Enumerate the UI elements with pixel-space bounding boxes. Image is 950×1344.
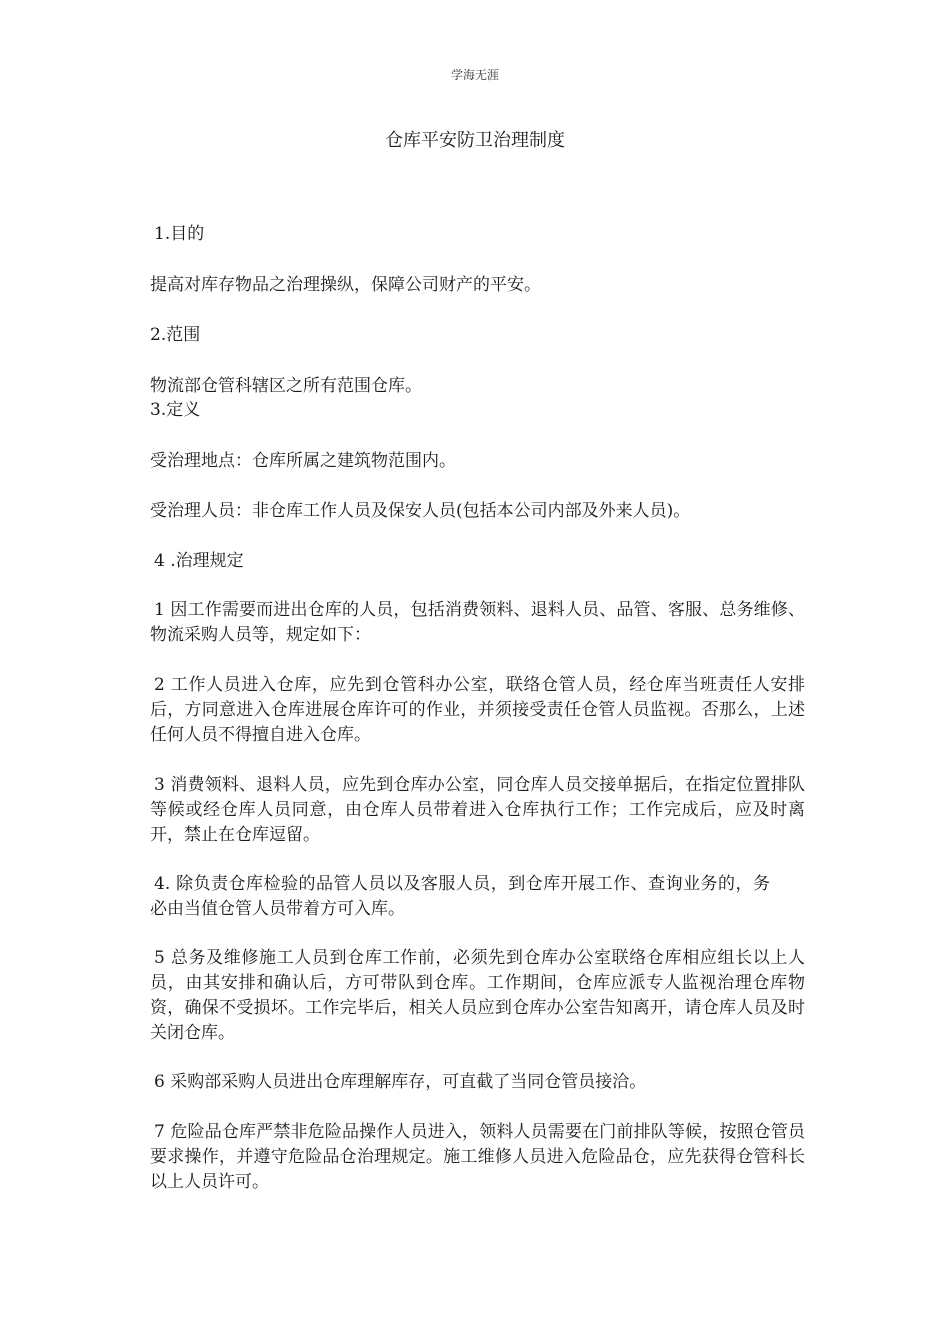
paragraph-definition-place: 受治理地点：仓库所属之建筑物范围内。 bbox=[150, 451, 456, 471]
rule-item-2: 2 工作人员进入仓库，应先到仓管科办公室，联络仓管人员，经仓库当班责任人安排后，方同意进入仓库进展仓库许可的作业，并须接受责任仓管人员监视。否那么，上述任何人员不得擅自进入仓库。 bbox=[150, 675, 805, 745]
section-heading-definition: 3.定义 bbox=[150, 400, 201, 420]
rule-item-5: 5 总务及维修施工人员到仓库工作前，必须先到仓库办公室联络仓库相应组长以上人员，由其安排和确认后，方可带队到仓库。工作期间，仓库应派专人监视治理仓库物资，确保不受损坏。工作完毕后，相关人员应到仓库办公室告知离开，请仓库人员及时关闭仓库。 bbox=[150, 948, 805, 1043]
rule-item-7: 7 危险品仓库严禁非危险品操作人员进入，领料人员需要在门前排队等候，按照仓管员要求操作，并遵守危险品仓治理规定。施工维修人员进入危险品仓，应先获得仓管科长以上人员许可。 bbox=[150, 1122, 805, 1192]
section-heading-rules: 4 .治理规定 bbox=[154, 551, 244, 571]
section-heading-scope: 2.范围 bbox=[150, 325, 201, 345]
rule-item-3: 3 消费领料、退料人员，应先到仓库办公室，同仓库人员交接单据后，在指定位置排队等候或经仓库人员同意，由仓库人员带着进入仓库执行工作；工作完成后，应及时离开，禁止在仓库逗留。 bbox=[150, 775, 805, 845]
rule-item-4: 4. 除负责仓库检验的品管人员以及客服人员，到仓库开展工作、查询业务的，务必由当值仓管人员带着方可入库。 bbox=[150, 874, 770, 919]
paragraph-definition-persons: 受治理人员：非仓库工作人员及保安人员(包括本公司内部及外来人员)。 bbox=[150, 501, 691, 521]
document-title: 仓库平安防卫治理制度 bbox=[385, 130, 565, 151]
rule-item-1: 1 因工作需要而进出仓库的人员，包括消费领料、退料人员、品管、客服、总务维修、物流采购人员等，规定如下： bbox=[150, 600, 805, 645]
section-heading-purpose: 1.目的 bbox=[154, 224, 205, 244]
paragraph-scope: 物流部仓管科辖区之所有范围仓库。 bbox=[150, 376, 422, 396]
rule-item-6: 6 采购部采购人员进出仓库理解库存，可直截了当同仓管员接洽。 bbox=[154, 1072, 647, 1092]
page-header: 学海无涯 bbox=[450, 68, 499, 82]
paragraph-purpose: 提高对库存物品之治理操纵，保障公司财产的平安。 bbox=[150, 275, 541, 295]
